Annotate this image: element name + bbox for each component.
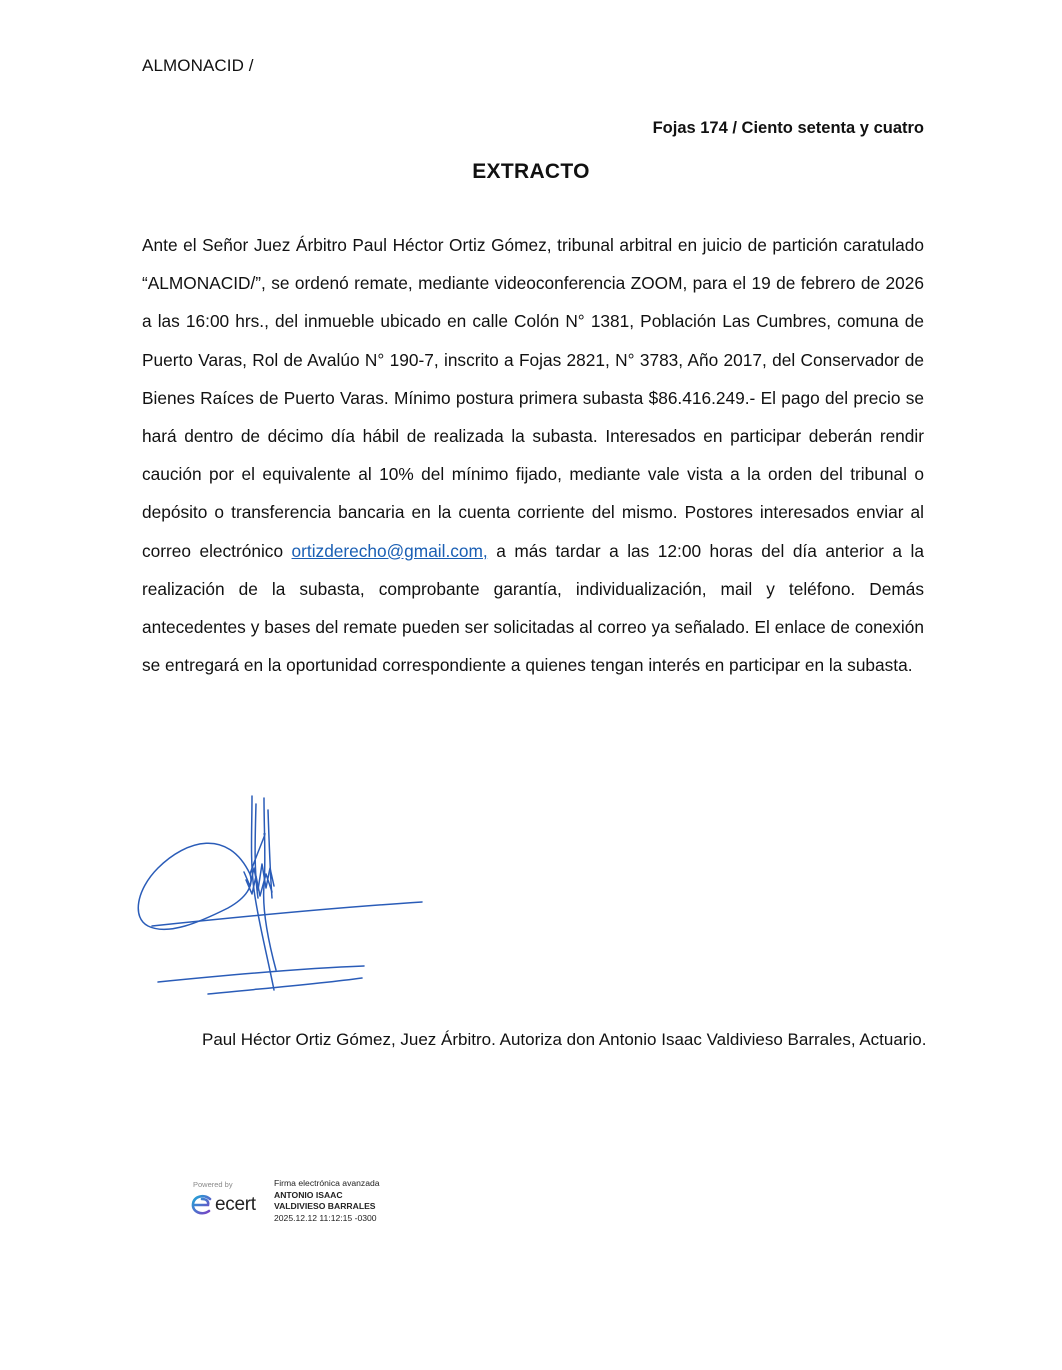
email-link[interactable]: ortizderecho@gmail.com, — [291, 540, 488, 561]
signer-name-line-1: ANTONIO ISAAC — [274, 1189, 343, 1200]
signature-info — [274, 1178, 380, 1224]
electronic-signature-stamp — [190, 1176, 440, 1236]
folio-number: Fojas 174 / Ciento setenta y cuatro — [652, 119, 924, 137]
signer-text: Paul Héctor Ortiz Gómez, Juez Árbitro. Autoriza don Antonio Isaac Valdivieso Barrales, Actuario. — [202, 1030, 927, 1049]
signer-statement — [142, 1026, 942, 1053]
case-label: ALMONACID / — [142, 56, 254, 75]
signer-name-line-2: VALDIVIESO BARRALES — [274, 1201, 376, 1211]
document-title: EXTRACTO — [472, 160, 590, 183]
signature-timestamp: 2025.12.12 11:12:15 -0300 — [274, 1212, 377, 1223]
handwritten-signature — [128, 790, 438, 1010]
body-text-part-1: Ante el Señor Juez Árbitro Paul Héctor Ortiz Gómez, tribunal arbitral en juicio de partición caratulado “ALMONACID/”, se ordenó remate, mediante videoconferencia ZOOM, para el 19 de febrero de 2026 a las 16:00 hrs., del inmueble ubicado en calle Colón N° 1381, Población Las Cumbres, comuna de Puerto Varas, Rol de Avalúo N° 190-7, inscrito a Fojas 2821, N° 3783, Año 2017, del Conservador de Bienes Raíces de Puerto Varas. Mínimo postura primera subasta $86.416.249.- El pago del precio se hará dentro de décimo día hábil de realizada la subasta. Interesados en participar deberán rendir caución por el equivalente al 10% del mínimo fijado, mediante vale vista a la orden del tribunal o depósito o transferencia bancaria en la cuenta corriente del mismo. Postores interesados enviar al correo electrónico — [142, 235, 924, 561]
body-text-part-2: a más tardar a las 12:00 horas del día anterior a la realización de la subasta, comprobante garantía, individualización, mail y teléfono. Demás antecedentes y bases del remate pueden ser solicitadas al correo ya señalado. El enlace de conexión se entregará en la oportunidad correspondiente a quienes tengan interés en participar en la subasta. — [142, 540, 924, 676]
extract-body — [142, 226, 924, 684]
signature-type: Firma electrónica avanzada — [274, 1178, 380, 1188]
ecert-brand: ecert — [215, 1194, 256, 1215]
powered-by-label: Powered by — [193, 1180, 233, 1189]
